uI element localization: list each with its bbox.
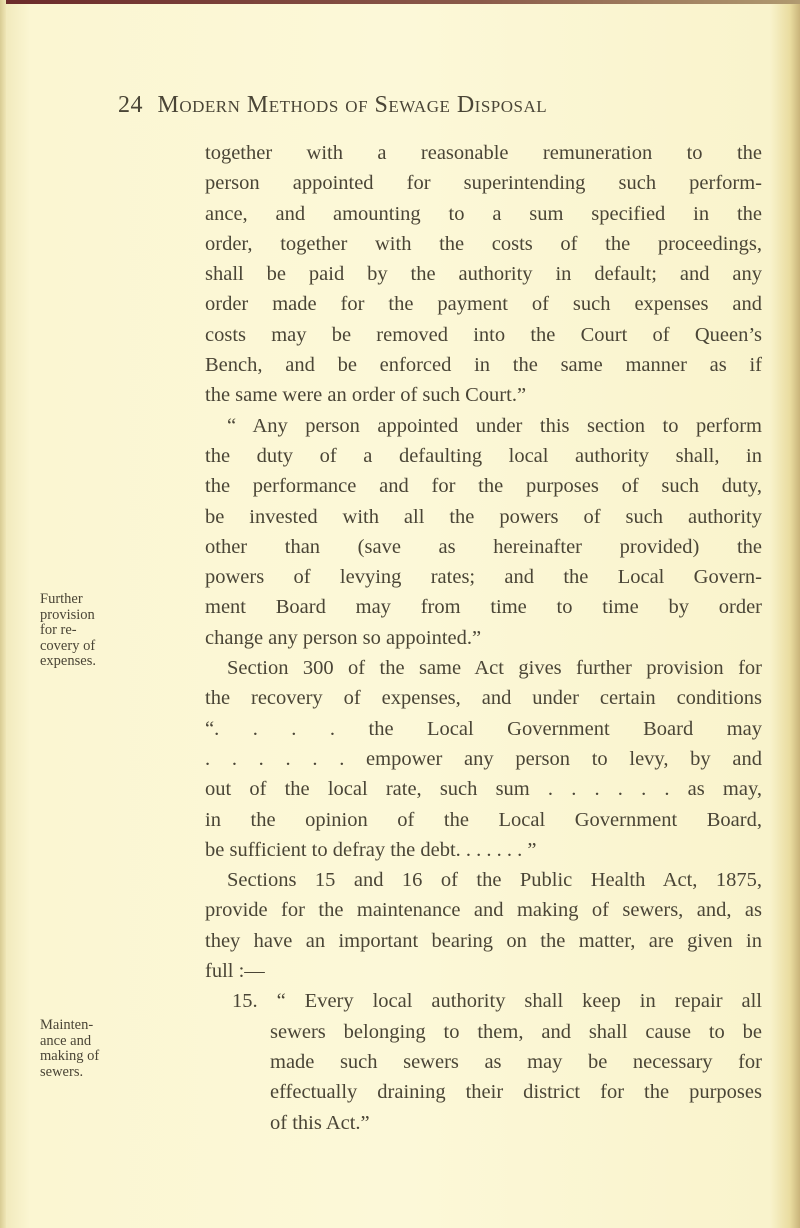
side-note-line: making of <box>40 1048 100 1064</box>
text-line: the performance and for the purposes of such duty, <box>205 475 762 498</box>
text-line: . . . . . . empower any person to levy, by and <box>205 747 762 770</box>
text-line: together with a reasonable remuneration to the <box>205 142 762 164</box>
side-note-line: sewers. <box>40 1063 84 1080</box>
text-line: 15. “ Every local authority shall keep in repair all <box>232 990 762 1013</box>
text-line: the recovery of expenses, and under certain conditions <box>205 687 762 710</box>
text-line: order made for the payment of such expenses and <box>205 293 762 316</box>
text-line: “. . . . the Local Government Board may <box>205 717 762 740</box>
text-line: they have an important bearing on the matter, are given in <box>205 929 762 952</box>
text-line: “ Any person appointed under this section to perform <box>227 414 762 437</box>
text-line: effectually draining their district for the purposes <box>270 1081 762 1104</box>
page-top-edge <box>0 0 800 4</box>
side-note-line: covery of <box>40 637 96 654</box>
text-line: of this Act.” <box>270 1111 370 1134</box>
text-line: the duty of a defaulting local authority shall, in <box>205 444 762 467</box>
page-binding-edge <box>0 0 6 1228</box>
text-line: ment Board may from time to time by order <box>205 596 762 619</box>
running-title: Modern Methods of Sewage Disposal <box>157 92 548 118</box>
text-line: made such sewers as may be necessary for <box>270 1050 762 1073</box>
side-note-maintenance <box>40 1018 99 1080</box>
side-note-line: Further <box>40 591 83 607</box>
text-line: order, together with the costs of the proceedings, <box>205 232 762 255</box>
text-line: the same were an order of such Court.” <box>205 384 527 407</box>
page-number: 24 <box>118 92 143 118</box>
text-line: provide for the maintenance and making of sewers, and, as <box>205 899 762 922</box>
text-line: Bench, and be enforced in the same manner as if <box>205 354 762 377</box>
text-line: other than (save as hereinafter provided) the <box>205 535 762 558</box>
text-line: person appointed for superintending such perform- <box>205 172 762 195</box>
text-line: ance, and amounting to a sum specified in the <box>205 202 762 225</box>
side-note-line: provision <box>40 606 95 623</box>
text-line: costs may be removed into the Court of Queen’s <box>205 323 762 346</box>
text-line: powers of levying rates; and the Local Govern- <box>205 566 762 589</box>
side-note-line: ance and <box>40 1032 92 1049</box>
text-line: sewers belonging to them, and shall cause to be <box>270 1020 762 1043</box>
text-line: be invested with all the powers of such authority <box>205 505 762 528</box>
side-note-line: expenses. <box>40 653 96 669</box>
text-line: change any person so appointed.” <box>205 626 482 649</box>
side-note-line: for re- <box>40 622 77 638</box>
running-header <box>118 92 547 119</box>
side-note-further-provision <box>40 592 96 670</box>
text-line: Sections 15 and 16 of the Public Health Act, 1875, <box>227 869 762 892</box>
body-text <box>205 138 762 1138</box>
text-line: Section 300 of the same Act gives further provision for <box>227 657 762 680</box>
text-line: out of the local rate, such sum . . . . . . as may, <box>205 778 762 801</box>
text-line: be sufficient to defray the debt. . . . . . . ” <box>205 838 537 861</box>
text-line: in the opinion of the Local Government Board, <box>205 808 762 831</box>
text-line: shall be paid by the authority in default; and any <box>205 263 762 286</box>
side-note-line: Mainten- <box>40 1017 94 1033</box>
text-line: full :— <box>205 960 265 983</box>
